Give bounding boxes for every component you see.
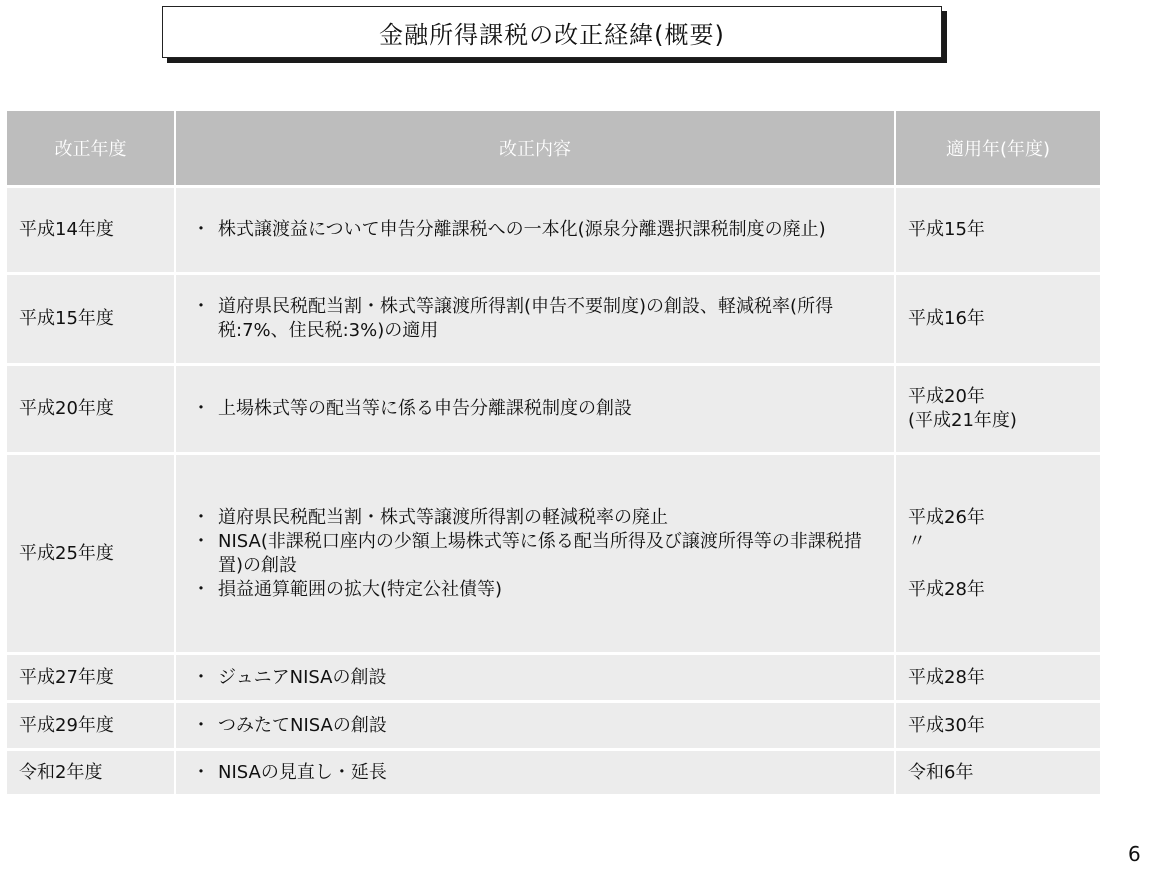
applied-year-cell: [895, 750, 1100, 796]
applied-year-line: 平成16年: [908, 308, 985, 329]
revision-year-cell: 平成27年度: [7, 654, 175, 702]
revision-year-cell: 平成25年度: [7, 454, 175, 654]
applied-year-line: 平成28年: [908, 578, 985, 600]
applied-year-line: 平成28年: [908, 666, 985, 688]
applied-year-line: 平成26年: [908, 506, 985, 528]
table-row: [7, 187, 1100, 274]
applied-year-cell: [895, 187, 1100, 274]
table-row: [7, 365, 1100, 454]
revision-content-cell: [175, 365, 895, 454]
content-item-text: NISAの見直し・延長: [218, 761, 387, 783]
applied-year-line: 平成30年: [908, 714, 985, 736]
content-item-text: 道府県民税配当割・株式等譲渡所得割の軽減税率の廃止: [218, 506, 668, 528]
content-item-text: 道府県民税配当割・株式等譲渡所得割(申告不要制度)の創設、軽減税率(所得税:7%、住民税:3%)の適用: [218, 296, 834, 341]
applied-year-cell: [895, 702, 1100, 750]
content-item: [186, 530, 884, 578]
applied-year-cell: [895, 274, 1100, 365]
applied-year-line: 平成20年: [908, 386, 985, 407]
content-item: [186, 218, 884, 242]
revision-content-cell: [175, 750, 895, 796]
revision-history-table: [7, 111, 1100, 797]
table-row: [7, 702, 1100, 750]
content-item: [186, 666, 884, 690]
page-title: [162, 6, 942, 58]
content-item: [186, 761, 884, 785]
applied-year-line: (平成21年度): [908, 410, 1017, 431]
bullet-mark: ・: [192, 219, 210, 240]
bullet-mark: ・: [192, 666, 210, 688]
bullet-mark: ・: [192, 506, 210, 528]
page-title-text: 金融所得課税の改正経緯(概要): [379, 20, 725, 49]
content-item-text: NISA(非課税口座内の少額上場株式等に係る配当所得及び譲渡所得等の非課税措置)の創設: [218, 530, 862, 576]
bullet-mark: ・: [192, 296, 210, 317]
bullet-mark: ・: [192, 714, 210, 736]
table-header-row: [7, 111, 1100, 187]
content-item: [186, 397, 884, 421]
applied-year-line: 〃: [908, 530, 926, 552]
revision-year-cell: 令和2年度: [7, 750, 175, 796]
revision-year-cell: 平成15年度: [7, 274, 175, 365]
revision-content-cell: [175, 702, 895, 750]
content-item-text: 株式譲渡益について申告分離課税への一本化(源泉分離選択課税制度の廃止): [218, 219, 826, 240]
applied-year-line: 令和6年: [908, 761, 974, 783]
content-item-text: つみたてNISAの創設: [218, 714, 387, 736]
revision-content-cell: [175, 187, 895, 274]
table-row: [7, 654, 1100, 702]
bullet-mark: ・: [192, 761, 210, 783]
content-item: [186, 578, 884, 602]
revision-content-cell: [175, 454, 895, 654]
applied-year-cell: [895, 454, 1100, 654]
content-item: [186, 295, 884, 343]
revision-content-cell: [175, 654, 895, 702]
content-item-text: ジュニアNISAの創設: [218, 666, 387, 688]
content-item: [186, 714, 884, 738]
bullet-mark: ・: [192, 398, 210, 419]
header-revision-content: 改正内容: [175, 111, 895, 187]
content-item-text: 損益通算範囲の拡大(特定公社債等): [218, 578, 503, 600]
content-item: [186, 506, 884, 530]
header-revision-year: 改正年度: [7, 111, 175, 187]
applied-year-line: [908, 554, 1090, 578]
revision-content-cell: [175, 274, 895, 365]
revision-year-cell: 平成29年度: [7, 702, 175, 750]
applied-year-cell: [895, 654, 1100, 702]
header-applied-year: 適用年(年度): [895, 111, 1100, 187]
content-item-text: 上場株式等の配当等に係る申告分離課税制度の創設: [218, 398, 632, 419]
revision-year-cell: 平成20年度: [7, 365, 175, 454]
table-row: [7, 750, 1100, 796]
applied-year-line: 平成15年: [908, 219, 985, 240]
bullet-mark: ・: [192, 530, 210, 552]
page-number: 6: [1128, 842, 1141, 866]
bullet-mark: ・: [192, 578, 210, 600]
table-row: [7, 274, 1100, 365]
table-row: [7, 454, 1100, 654]
revision-year-cell: 平成14年度: [7, 187, 175, 274]
applied-year-cell: [895, 365, 1100, 454]
